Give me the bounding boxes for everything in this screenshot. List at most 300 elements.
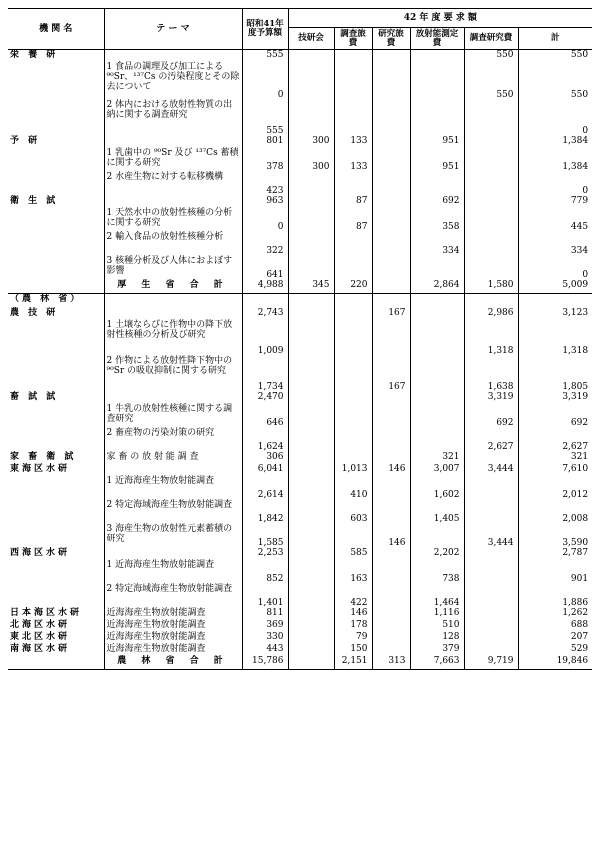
table-row [8, 632, 592, 644]
value-cell: 1,580 [464, 280, 518, 294]
value-cell: 1,116 [410, 608, 464, 620]
org-cell: 南海区水研 [8, 644, 104, 656]
value-cell [464, 136, 518, 148]
value-cell: 146 [372, 464, 410, 476]
value-cell [288, 464, 334, 476]
value-cell: 1,842 [242, 500, 288, 524]
value-cell: 2,470 [242, 392, 288, 404]
table-body [8, 50, 592, 670]
table-row [8, 356, 592, 392]
value-cell [464, 500, 518, 524]
theme-cell: 3 海産生物の放射性元素蓄積の研究 [104, 524, 242, 548]
value-cell [288, 548, 334, 560]
value-cell: 1,638 [464, 356, 518, 392]
value-cell: 0 [582, 185, 589, 196]
value-cell [242, 294, 288, 308]
value-cell: 529 [570, 643, 589, 654]
value-cell: 811 [242, 608, 288, 620]
value-cell: 0 [242, 208, 288, 232]
org-cell [8, 232, 104, 256]
table-row [8, 256, 592, 280]
table-row [8, 476, 592, 500]
value-cell: 163 [334, 560, 372, 584]
value-cell: 1,585 [242, 524, 288, 548]
header-request-42: 42 年 度 要 求 額 [288, 9, 592, 28]
value-cell [410, 172, 464, 196]
value-cell [288, 356, 334, 392]
table-row [8, 464, 592, 476]
theme-cell: 1 土壌ならびに作物中の降下放射性核種の分析及び研究 [104, 320, 242, 356]
table-row [8, 196, 592, 208]
org-cell: 栄 養 研 [8, 50, 104, 62]
value-cell [372, 632, 410, 644]
value-cell: 2,627 [562, 441, 589, 452]
header-col-1: 調査旅費 [334, 28, 372, 50]
table-row [8, 452, 592, 464]
org-cell: 北海区水研 [8, 620, 104, 632]
theme-cell: 近海海産生物放射能調査 [104, 608, 242, 620]
value-cell: 2,012 [562, 489, 589, 500]
value-cell [464, 256, 518, 280]
theme-cell: 1 乳歯中の ⁹⁰Sr 及び ¹³⁷Cs 蓄積に関する研究 [104, 148, 242, 172]
value-cell [372, 476, 410, 500]
value-cell: 646 [242, 404, 288, 428]
theme-cell: 近海海産生物放射能調査 [104, 620, 242, 632]
value-cell: 345 [288, 280, 334, 294]
value-cell [334, 392, 372, 404]
value-cell: 692 [570, 417, 589, 428]
value-cell: 2,743 [242, 308, 288, 320]
value-cell [288, 208, 334, 232]
value-cell: 0 [582, 269, 589, 280]
value-cell: 445 [570, 221, 589, 232]
value-cell [464, 632, 518, 644]
value-cell [464, 294, 518, 308]
value-cell: 87 [334, 196, 372, 208]
value-cell: 19,846 [518, 656, 592, 670]
total-label: 厚 生 省 合 計 [104, 280, 242, 294]
value-cell: 330 [242, 632, 288, 644]
value-cell: 2,008 [562, 513, 589, 524]
value-cell [288, 644, 334, 656]
value-cell: 1,401 [242, 584, 288, 608]
theme-cell: 近海海産生物放射能調査 [104, 632, 242, 644]
value-cell: 901 [570, 573, 589, 584]
value-cell [288, 62, 334, 100]
value-cell: 2,787 [562, 547, 589, 558]
table-row [8, 172, 592, 196]
value-cell: 7,663 [410, 656, 464, 670]
org-cell: 農 技 研 [8, 308, 104, 320]
theme-cell [104, 50, 242, 62]
value-cell: 550 [464, 50, 518, 62]
value-cell: 1,602 [410, 476, 464, 500]
org-cell: 東海区水研 [8, 464, 104, 476]
value-cell [334, 232, 372, 256]
value-cell [372, 608, 410, 620]
value-cell: 2,614 [242, 476, 288, 500]
table-row [8, 232, 592, 256]
value-cell [288, 500, 334, 524]
value-cell: 300 [288, 136, 334, 148]
value-cell [372, 620, 410, 632]
theme-cell: 2 畜産物の汚染対策の研究 [104, 428, 242, 452]
value-cell [288, 404, 334, 428]
org-cell: 畜 試 試 [8, 392, 104, 404]
value-cell: 378 [242, 148, 288, 172]
value-cell [288, 428, 334, 452]
value-cell: 334 [570, 245, 589, 256]
value-cell [288, 294, 334, 308]
table-row [8, 404, 592, 428]
value-cell: 779 [570, 195, 589, 206]
value-cell: 951 [410, 136, 464, 148]
org-cell: 西海区水研 [8, 548, 104, 560]
value-cell [464, 644, 518, 656]
value-cell: 963 [242, 196, 288, 208]
value-cell: 322 [242, 232, 288, 256]
value-cell: 2,864 [410, 280, 464, 294]
value-cell: 2,253 [242, 548, 288, 560]
value-cell [372, 208, 410, 232]
value-cell [372, 256, 410, 280]
value-cell [334, 308, 372, 320]
table-row [8, 644, 592, 656]
value-cell: 3,007 [410, 464, 464, 476]
value-cell: 641 [242, 256, 288, 280]
value-cell [410, 320, 464, 356]
org-cell [8, 656, 104, 670]
value-cell: 550 [570, 50, 589, 60]
value-cell [464, 172, 518, 196]
value-cell [288, 632, 334, 644]
value-cell [464, 548, 518, 560]
value-cell [372, 196, 410, 208]
value-cell [288, 476, 334, 500]
value-cell: 510 [410, 620, 464, 632]
theme-cell: 2 作物による放射性降下物中の ⁹⁰Sr の吸収抑制に関する研究 [104, 356, 242, 392]
value-cell [464, 100, 518, 136]
table-row [8, 148, 592, 172]
table-row [8, 608, 592, 620]
theme-cell [104, 308, 242, 320]
value-cell: 150 [334, 644, 372, 656]
org-cell [8, 256, 104, 280]
org-cell: 家 畜 衛 試 [8, 452, 104, 464]
table-row [8, 428, 592, 452]
value-cell: 128 [410, 632, 464, 644]
value-cell [288, 100, 334, 136]
value-cell [288, 308, 334, 320]
org-cell [8, 62, 104, 100]
value-cell: 1,013 [334, 464, 372, 476]
value-cell [372, 644, 410, 656]
value-cell: 300 [288, 148, 334, 172]
value-cell: 1,009 [242, 320, 288, 356]
value-cell [410, 404, 464, 428]
value-cell: 3,444 [464, 464, 518, 476]
header-col-4: 調査研究費 [464, 28, 518, 50]
header-budget-41: 昭和41年度予算額 [242, 9, 288, 50]
value-cell: 1,464 [410, 584, 464, 608]
theme-cell [104, 548, 242, 560]
value-cell [464, 196, 518, 208]
value-cell: 220 [334, 280, 372, 294]
value-cell: 167 [372, 308, 410, 320]
table-row [8, 656, 592, 670]
value-cell [372, 172, 410, 196]
value-cell [410, 294, 464, 308]
value-cell [288, 50, 334, 62]
value-cell: 555 [242, 50, 288, 62]
value-cell: 321 [570, 451, 589, 462]
value-cell: 443 [242, 644, 288, 656]
value-cell: 146 [334, 608, 372, 620]
org-cell [8, 524, 104, 548]
value-cell [410, 428, 464, 452]
value-cell [334, 428, 372, 452]
value-cell [288, 584, 334, 608]
value-cell [410, 100, 464, 136]
total-label: 農 林 省 合 計 [104, 656, 242, 670]
budget-table [8, 8, 592, 670]
value-cell: 313 [372, 656, 410, 670]
value-cell [464, 208, 518, 232]
value-cell [288, 256, 334, 280]
value-cell [334, 172, 372, 196]
table-row [8, 620, 592, 632]
value-cell: 0 [582, 125, 589, 136]
value-cell [372, 280, 410, 294]
value-cell: 603 [334, 500, 372, 524]
value-cell: 207 [570, 631, 589, 642]
value-cell [372, 294, 410, 308]
org-cell [8, 320, 104, 356]
value-cell: 423 [242, 172, 288, 196]
org-cell [8, 280, 104, 294]
value-cell: 1,734 [242, 356, 288, 392]
theme-cell: 2 体内における放射性物質の出納に関する調査研究 [104, 100, 242, 136]
value-cell: 2,627 [464, 428, 518, 452]
value-cell: 334 [410, 232, 464, 256]
table-row [8, 524, 592, 548]
org-cell: 衛 生 試 [8, 196, 104, 208]
value-cell: 379 [410, 644, 464, 656]
org-cell [8, 208, 104, 232]
value-cell: 555 [242, 100, 288, 136]
value-cell [288, 320, 334, 356]
value-cell [372, 500, 410, 524]
value-cell: 801 [242, 136, 288, 148]
value-cell [372, 428, 410, 452]
table-row [8, 308, 592, 320]
org-cell [8, 428, 104, 452]
value-cell: 410 [334, 476, 372, 500]
value-cell: 1,384 [562, 161, 589, 172]
value-cell [464, 476, 518, 500]
value-cell [288, 232, 334, 256]
org-cell: 東北区水研 [8, 632, 104, 644]
value-cell [288, 524, 334, 548]
value-cell: 1,805 [562, 381, 589, 392]
value-cell [288, 172, 334, 196]
value-cell [410, 356, 464, 392]
value-cell [372, 584, 410, 608]
header-col-2: 研究旅費 [372, 28, 410, 50]
value-cell [410, 308, 464, 320]
org-cell [8, 356, 104, 392]
value-cell [334, 50, 372, 62]
value-cell: 3,123 [562, 307, 589, 318]
value-cell [410, 524, 464, 548]
value-cell: 167 [372, 356, 410, 392]
value-cell [288, 392, 334, 404]
value-cell [288, 560, 334, 584]
value-cell: 4,988 [242, 280, 288, 294]
value-cell [410, 50, 464, 62]
table-row [8, 50, 592, 62]
value-cell [372, 320, 410, 356]
value-cell: 550 [570, 89, 589, 100]
value-cell: 369 [242, 620, 288, 632]
org-cell [8, 172, 104, 196]
org-cell: 予 研 [8, 136, 104, 148]
value-cell [334, 320, 372, 356]
table-row [8, 500, 592, 524]
org-cell [8, 560, 104, 584]
theme-cell: 1 近海海産生物放射能調査 [104, 476, 242, 500]
value-cell: 133 [334, 136, 372, 148]
header-col-0: 技研会 [288, 28, 334, 50]
value-cell [372, 548, 410, 560]
value-cell [372, 50, 410, 62]
theme-cell: 1 牛乳の放射性核種に関する調査研究 [104, 404, 242, 428]
table-row [8, 136, 592, 148]
value-cell [518, 294, 592, 308]
value-cell: 133 [334, 148, 372, 172]
value-cell [372, 232, 410, 256]
org-cell [8, 148, 104, 172]
value-cell: 146 [372, 524, 410, 548]
value-cell [334, 356, 372, 392]
theme-cell [104, 294, 242, 308]
table-row [8, 548, 592, 560]
value-cell: 688 [570, 619, 589, 630]
value-cell: 306 [242, 452, 288, 464]
value-cell [464, 608, 518, 620]
value-cell [372, 404, 410, 428]
value-cell: 321 [410, 452, 464, 464]
header-org: 機 関 名 [8, 9, 104, 50]
org-cell [8, 584, 104, 608]
table-row [8, 62, 592, 100]
value-cell [410, 392, 464, 404]
value-cell: 1,318 [464, 320, 518, 356]
value-cell: 9,719 [464, 656, 518, 670]
value-cell: 178 [334, 620, 372, 632]
header-theme: テ ー マ [104, 9, 242, 50]
value-cell: 1,384 [562, 135, 589, 146]
value-cell [334, 452, 372, 464]
table-row [8, 320, 592, 356]
value-cell [372, 452, 410, 464]
value-cell: 3,319 [464, 392, 518, 404]
org-cell: （農 林 省） [8, 294, 104, 308]
value-cell [334, 256, 372, 280]
value-cell [334, 404, 372, 428]
value-cell: 852 [242, 560, 288, 584]
table-row [8, 280, 592, 294]
value-cell [372, 62, 410, 100]
value-cell: 2,151 [334, 656, 372, 670]
table-row [8, 392, 592, 404]
table-row [8, 560, 592, 584]
theme-cell: 1 近海海産生物放射能調査 [104, 560, 242, 584]
value-cell [288, 452, 334, 464]
value-cell [464, 148, 518, 172]
value-cell [288, 196, 334, 208]
org-cell [8, 500, 104, 524]
theme-cell: 2 特定海域海産生物放射能調査 [104, 500, 242, 524]
value-cell: 1,886 [562, 597, 589, 608]
value-cell: 1,624 [242, 428, 288, 452]
value-cell: 738 [410, 560, 464, 584]
value-cell [372, 148, 410, 172]
theme-cell: 3 核種分析及び人体におよぼす影響 [104, 256, 242, 280]
value-cell: 550 [464, 62, 518, 100]
theme-cell: 2 水産生物に対する転移機構 [104, 172, 242, 196]
value-cell: 2,986 [464, 308, 518, 320]
value-cell: 3,590 [562, 537, 589, 548]
value-cell [464, 584, 518, 608]
value-cell: 79 [334, 632, 372, 644]
value-cell [410, 256, 464, 280]
value-cell: 2,202 [410, 548, 464, 560]
value-cell: 692 [410, 196, 464, 208]
value-cell: 692 [464, 404, 518, 428]
table-row [8, 294, 592, 308]
value-cell [334, 524, 372, 548]
header-col-5: 計 [518, 28, 592, 50]
value-cell: 358 [410, 208, 464, 232]
value-cell [334, 100, 372, 136]
value-cell [464, 560, 518, 584]
value-cell: 1,262 [562, 607, 589, 618]
value-cell [288, 608, 334, 620]
value-cell: 1,405 [410, 500, 464, 524]
org-cell [8, 476, 104, 500]
value-cell: 5,009 [562, 279, 589, 290]
value-cell [372, 136, 410, 148]
value-cell: 15,786 [242, 656, 288, 670]
header-col-3: 放射能測定費 [410, 28, 464, 50]
value-cell [288, 620, 334, 632]
table-row [8, 100, 592, 136]
org-cell [8, 404, 104, 428]
value-cell [464, 452, 518, 464]
theme-cell: 家 畜 の 放 射 能 調 査 [104, 452, 242, 464]
value-cell: 6,041 [242, 464, 288, 476]
value-cell: 585 [334, 548, 372, 560]
theme-cell [104, 392, 242, 404]
theme-cell [104, 136, 242, 148]
org-cell [8, 100, 104, 136]
org-cell: 日本海区水研 [8, 608, 104, 620]
theme-cell: 2 特定海域海産生物放射能調査 [104, 584, 242, 608]
value-cell: 87 [334, 208, 372, 232]
value-cell [372, 100, 410, 136]
value-cell [372, 560, 410, 584]
